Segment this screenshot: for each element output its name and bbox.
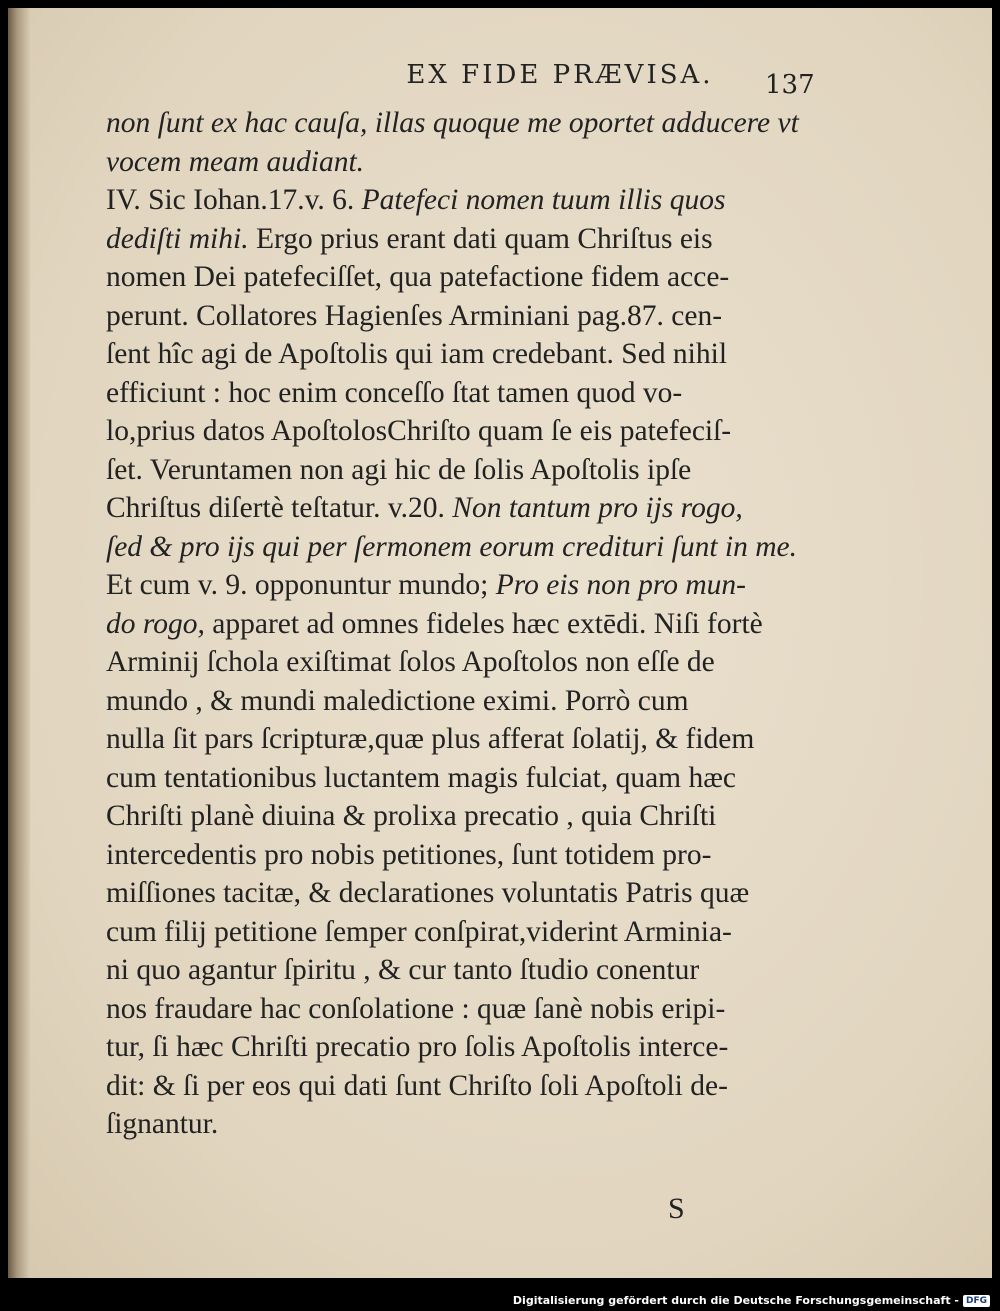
text-run: intercedentis pro nobis petitiones, ſunt totidem pro- xyxy=(106,838,712,871)
italic-text-run: ſed & pro ijs qui per ſermonem eorum credituri ſunt in me. xyxy=(106,530,797,563)
page-number: 137 xyxy=(765,70,815,100)
text-run: Arminij ſchola exiſtimat ſolos Apoſtolos non eſſe de xyxy=(106,646,715,678)
text-run: nomen Dei patefeciſſet, qua patefactione fidem acce- xyxy=(106,261,730,293)
text-line xyxy=(106,1028,826,1067)
catchword: S xyxy=(668,1192,685,1225)
credit-text: Digitalisierung gefördert durch die Deutsche Forschungsgemeinschaft - xyxy=(512,1294,959,1307)
text-run: nulla ſit pars ſcripturæ,quæ plus afferat ſolatij, & fidem xyxy=(106,723,755,755)
text-run: ſignantur. xyxy=(106,1108,219,1140)
text-line xyxy=(106,566,826,605)
text-run: tur, ſi hæc Chriſti precatio pro ſolis Apoſtolis interce- xyxy=(106,1031,729,1063)
running-head: EX FIDE PRÆVISA. xyxy=(406,60,714,90)
text-line xyxy=(106,797,826,836)
text-line xyxy=(106,489,826,528)
italic-text-run: do rogo, xyxy=(106,607,205,640)
text-line xyxy=(106,258,826,297)
text-line xyxy=(106,451,826,490)
text-run: ſet. Veruntamen non agi hic de ſolis Apoſtolis ipſe xyxy=(106,453,692,486)
scanned-page xyxy=(8,8,992,1278)
book-spine-shadow xyxy=(8,8,30,1278)
text-line xyxy=(106,528,826,567)
text-line xyxy=(106,605,826,644)
text-run: ſent hîc agi de Apoſtolis qui iam credebant. Sed nihil xyxy=(106,338,728,370)
text-run: apparet ad omnes fideles hæc extēdi. Niſi fortè xyxy=(204,607,763,640)
text-line xyxy=(106,335,826,374)
text-run: mundo , & mundi maledictione eximi. Porrò cum xyxy=(106,684,689,717)
text-line xyxy=(106,143,826,182)
text-run: Ergo prius erant dati quam Chriſtus eis xyxy=(248,222,713,255)
text-line xyxy=(106,682,826,721)
text-run: Et cum v. 9. opponuntur mundo; xyxy=(106,569,496,601)
dfg-logo-icon: DFG xyxy=(963,1295,990,1307)
text-run: ni quo agantur ſpiritu , & cur tanto ſtudio conentur xyxy=(106,954,700,986)
text-run: nos fraudare hac conſolatione : quæ ſanè nobis eripi- xyxy=(106,992,726,1025)
italic-text-run: Patefeci nomen tuum illis quos xyxy=(361,184,726,216)
page-header xyxy=(8,60,992,90)
text-run: perunt. Collatores Hagienſes Arminiani pag.87. cen- xyxy=(106,299,723,332)
text-line xyxy=(106,297,826,336)
text-line xyxy=(106,643,826,682)
text-run: dit: & ſi per eos qui dati ſunt Chriſto ſoli Apoſtoli de- xyxy=(106,1069,728,1102)
text-line xyxy=(106,951,826,990)
text-run: cum filij petitione ſemper conſpirat,viderint Arminia- xyxy=(106,915,732,948)
text-run: IV. Sic Iohan.17.v. 6. xyxy=(106,184,362,216)
text-run: efficiunt : hoc enim conceſſo ſtat tamen quod vo- xyxy=(106,376,683,409)
italic-text-run: vocem meam audiant. xyxy=(106,145,365,178)
italic-text-run: Non tantum pro ijs rogo, xyxy=(452,492,743,524)
text-line xyxy=(106,181,826,220)
text-run: lo,prius datos ApoſtolosChriſto quam ſe eis patefeciſ- xyxy=(106,415,732,447)
text-run: Chriſti planè diuina & prolixa precatio , quia Chriſti xyxy=(106,800,717,832)
text-line xyxy=(106,104,826,143)
text-run: Chriſtus diſertè teſtatur. v.20. xyxy=(106,492,453,524)
italic-text-run: Pro eis non pro mun- xyxy=(495,569,746,601)
text-line xyxy=(106,913,826,952)
text-line xyxy=(106,374,826,413)
italic-text-run: non ſunt ex hac cauſa, illas quoque me oportet adducere vt xyxy=(106,107,799,139)
text-line xyxy=(106,220,826,259)
text-line xyxy=(106,1067,826,1106)
text-line xyxy=(106,1105,826,1144)
text-run: miſſiones tacitæ, & declarationes voluntatis Patris quæ xyxy=(106,877,750,909)
text-line xyxy=(106,836,826,875)
text-run: cum tentationibus luctantem magis fulciat, quam hæc xyxy=(106,761,737,794)
text-line xyxy=(106,412,826,451)
text-line xyxy=(106,720,826,759)
text-line xyxy=(106,874,826,913)
body-text xyxy=(106,104,826,1144)
italic-text-run: dediſti mihi. xyxy=(106,222,249,255)
text-line xyxy=(106,990,826,1029)
digitization-credit xyxy=(513,1294,990,1307)
text-line xyxy=(106,759,826,798)
